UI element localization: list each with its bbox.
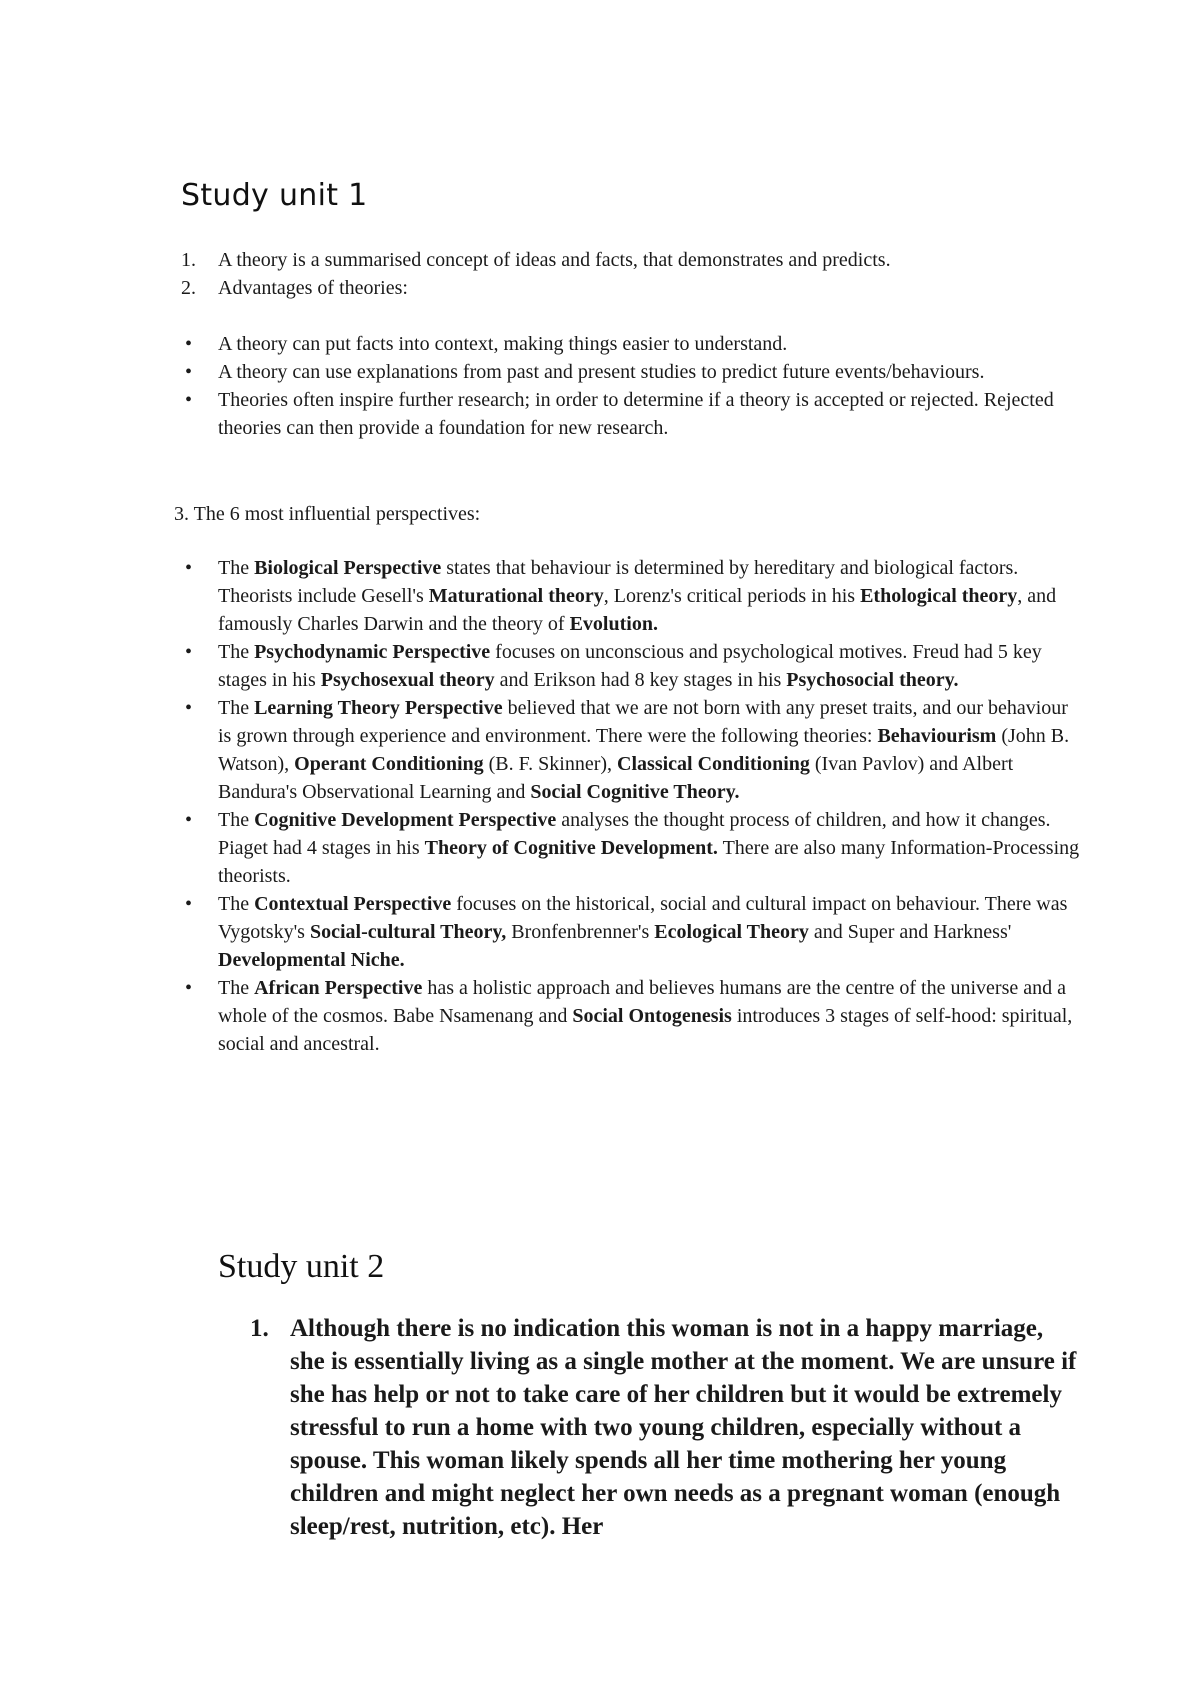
list-item-text: A theory is a summarised concept of ideas and facts, that demonstrates and predicts. xyxy=(218,249,891,271)
perspectives-heading: 3. The 6 most influential perspectives: xyxy=(174,503,481,525)
bold-term: Social-cultural Theory, xyxy=(309,921,507,943)
bold-term: Psychodynamic Perspective xyxy=(254,641,491,663)
list-item xyxy=(250,1312,1080,1543)
list-item xyxy=(181,274,1081,302)
list-item-text: Although there is no indication this woman is not in a happy marriage, she is essentially living as a single mother at the moment. We are unsure if she has help or not to take care of her children but it would be extremely stressful to run a home with two young children, especially without a spouse. This woman likely spends all her time mothering her young children and might neglect her own needs as a pregnant woman (enough sleep/rest, nutrition, etc). Her xyxy=(290,1315,1077,1540)
bullet-text: A theory can use explanations from past and present studies to predict future events/behaviours. xyxy=(218,361,985,383)
bold-term: Ethological theory xyxy=(860,585,1018,607)
bold-term: Biological Perspective xyxy=(254,557,442,579)
unit1-numbered-list xyxy=(181,246,1081,302)
bold-term: Maturational theory xyxy=(428,585,604,607)
perspective-item-cognitive: • The Cognitive Development Perspective analyses the thought process of children, and how it changes. Piaget had 4 stages in his Theory of Cognitive Development. There are also many Information-Processing theorists. xyxy=(181,806,1081,890)
bold-term: Operant Conditioning xyxy=(294,753,484,775)
study-unit-1-heading: Study unit 1 xyxy=(181,178,368,213)
list-item xyxy=(181,246,1081,274)
bold-term: Developmental Niche. xyxy=(218,949,405,971)
bold-term: Classical Conditioning xyxy=(617,753,810,775)
perspective-item-african: • The African Perspective has a holistic approach and believes humans are the centre of the universe and a whole of the cosmos. Babe Nsamenang and Social Ontogenesis introduces 3 stages of self-hood: spiritual, social and ancestral. xyxy=(181,974,1081,1058)
perspectives-bullet-list xyxy=(181,554,1081,1058)
bullet-icon: • xyxy=(185,697,193,719)
bullet-item xyxy=(181,358,1081,386)
bullet-text: Theories often inspire further research; in order to determine if a theory is accepted or rejected. Rejected theories can then provide a foundation for new research. xyxy=(218,389,1054,439)
list-number: 1. xyxy=(250,1315,269,1342)
bold-term: Learning Theory Perspective xyxy=(254,697,503,719)
bullet-icon: • xyxy=(185,893,193,915)
bullet-icon: • xyxy=(185,333,193,355)
bullet-icon: • xyxy=(185,361,193,383)
advantages-bullet-list xyxy=(181,330,1081,442)
list-number: 2. xyxy=(181,277,196,299)
study-unit-2-heading: Study unit 2 xyxy=(218,1248,385,1285)
bullet-text: A theory can put facts into context, making things easier to understand. xyxy=(218,333,788,355)
perspective-item-biological: • The Biological Perspective states that behaviour is determined by hereditary and biological factors. Theorists include Gesell's Maturational theory, Lorenz's critical periods in his Ethological theory, and famously Charles Darwin and the theory of Evolution. xyxy=(181,554,1081,638)
bold-term: African Perspective xyxy=(254,977,423,999)
list-number: 1. xyxy=(181,249,196,271)
bullet-icon: • xyxy=(185,389,193,411)
bullet-icon: • xyxy=(185,557,193,579)
bullet-item xyxy=(181,330,1081,358)
bold-term: Contextual Perspective xyxy=(254,893,452,915)
bold-term: Psychosocial theory. xyxy=(786,669,959,691)
bold-term: Cognitive Development Perspective xyxy=(254,809,557,831)
bold-term: Social Cognitive Theory. xyxy=(530,781,740,803)
perspective-item-learning: • The Learning Theory Perspective believed that we are not born with any preset traits, and our behaviour is grown through experience and environment. There were the following theories: Behaviourism (John B. Watson), Operant Conditioning (B. F. Skinner), Classical Conditioning (Ivan Pavlov) and Albert Bandura's Observational Learning and Social Cognitive Theory. xyxy=(181,694,1081,806)
bold-term: Ecological Theory xyxy=(654,921,809,943)
list-item-text: Advantages of theories: xyxy=(218,277,408,299)
perspective-item-psychodynamic: • The Psychodynamic Perspective focuses on unconscious and psychological motives. Freud had 5 key stages in his Psychosexual theory and Erikson had 8 key stages in his Psychosocial theory. xyxy=(181,638,1081,694)
bullet-item xyxy=(181,386,1081,442)
bullet-icon: • xyxy=(185,641,193,663)
bold-term: Psychosexual theory xyxy=(320,669,495,691)
bullet-icon: • xyxy=(185,977,193,999)
bold-term: Social Ontogenesis xyxy=(572,1005,732,1027)
bold-term: Behaviourism xyxy=(877,725,997,747)
bold-term: Theory of Cognitive Development. xyxy=(424,837,718,859)
unit2-numbered-list xyxy=(250,1312,1080,1543)
bold-term: Evolution. xyxy=(569,613,658,635)
bullet-icon: • xyxy=(185,809,193,831)
perspective-item-contextual: • The Contextual Perspective focuses on the historical, social and cultural impact on behaviour. There was Vygotsky's Social-cultural Theory, Bronfenbrenner's Ecological Theory and Super and Harkness' Developmental Niche. xyxy=(181,890,1081,974)
